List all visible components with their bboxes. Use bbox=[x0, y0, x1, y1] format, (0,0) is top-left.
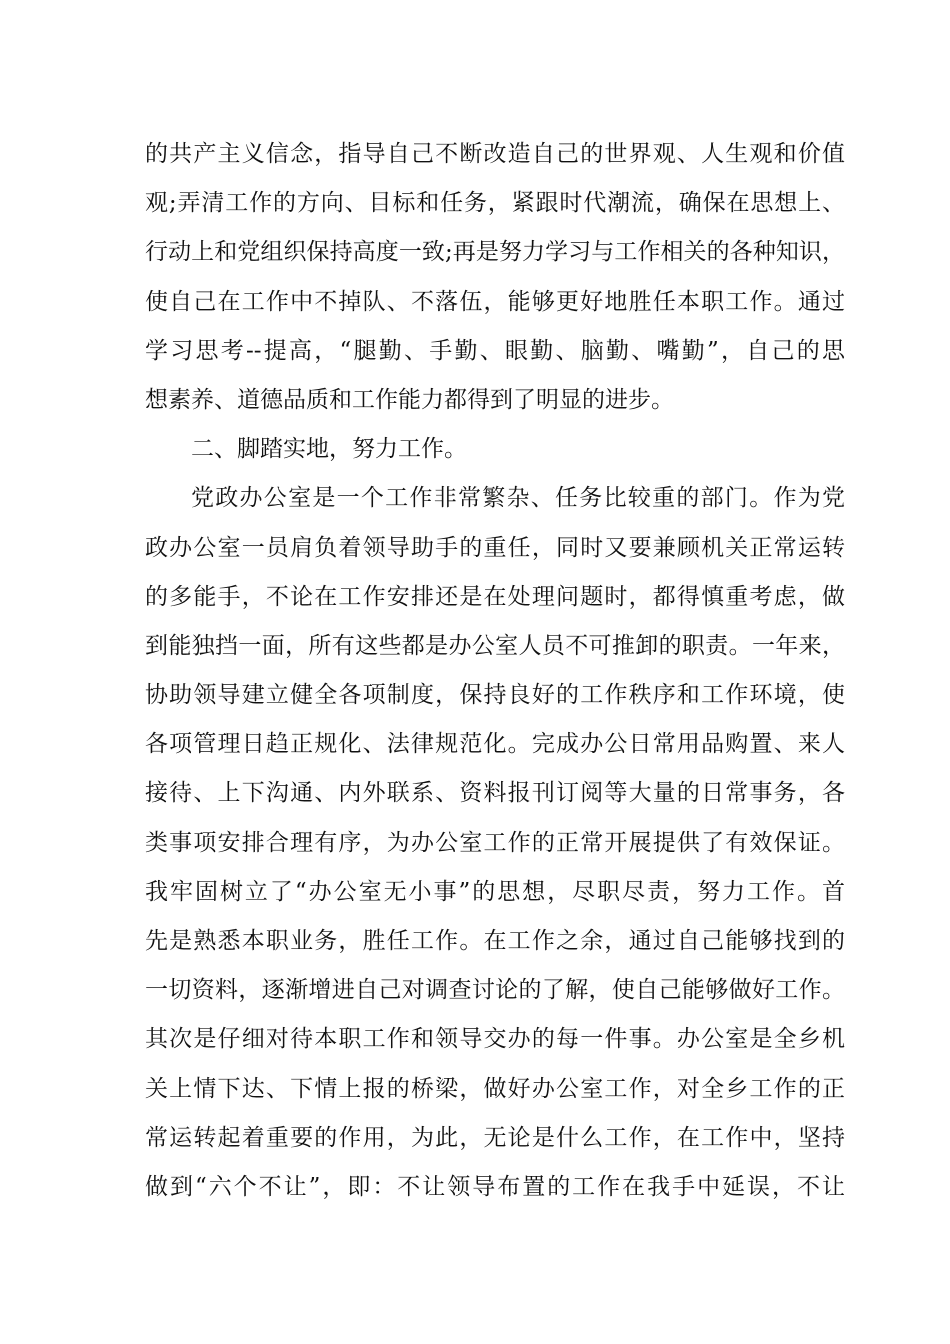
text-line: 到能独挡一面，所有这些都是办公室人员不可推卸的职责。一年来， bbox=[145, 632, 845, 659]
text-line: 观;弄清工作的方向、目标和任务，紧跟时代潮流，确保在思想上、 bbox=[145, 190, 845, 217]
text-line: 先是熟悉本职业务，胜任工作。在工作之余，通过自己能够找到的 bbox=[145, 928, 845, 954]
body-text bbox=[145, 130, 845, 1212]
text-line: 党政办公室是一个工作非常繁杂、任务比较重的部门。作为党 bbox=[191, 485, 845, 512]
text-line: 想素养、道德品质和工作能力都得到了明显的进步。 bbox=[145, 386, 674, 413]
text-line: 的多能手，不论在工作安排还是在处理问题时，都得慎重考虑，做 bbox=[145, 583, 845, 610]
text-line: 类事项安排合理有序，为办公室工作的正常开展提供了有效保证。 bbox=[145, 829, 845, 856]
text-line: 政办公室一员肩负着领导助手的重任，同时又要兼顾机关正常运转 bbox=[145, 534, 845, 561]
text-line: 使自己在工作中不掉队、不落伍，能够更好地胜任本职工作。通过 bbox=[145, 288, 845, 315]
text-line: 我牢固树立了“办公室无小事”的思想，尽职尽责，努力工作。首 bbox=[145, 878, 845, 905]
text-line: 做到“六个不让”，即：不让领导布置的工作在我手中延误，不让 bbox=[145, 1173, 845, 1200]
text-line: 学习思考--提高，“腿勤、手勤、眼勤、脑勤、嘴勤”，自己的思 bbox=[145, 337, 845, 364]
text-line: 常运转起着重要的作用，为此，无论是什么工作，在工作中，坚持 bbox=[145, 1124, 845, 1151]
text-line: 二、脚踏实地，努力工作。 bbox=[191, 436, 467, 463]
text-line: 各项管理日趋正规化、法律规范化。完成办公日常用品购置、来人 bbox=[145, 731, 845, 758]
text-line: 一切资料，逐渐增进自己对调查讨论的了解，使自己能够做好工作。 bbox=[145, 977, 845, 1004]
text-line: 的共产主义信念，指导自己不断改造自己的世界观、人生观和价值 bbox=[145, 141, 845, 167]
text-line: 其次是仔细对待本职工作和领导交办的每一件事。办公室是全乡机 bbox=[145, 1026, 845, 1053]
text-line: 行动上和党组织保持高度一致;再是努力学习与工作相关的各种知识， bbox=[145, 239, 845, 266]
text-line: 协助领导建立健全各项制度，保持良好的工作秩序和工作环境，使 bbox=[145, 682, 845, 709]
text-line: 关上情下达、下情上报的桥梁，做好办公室工作，对全乡工作的正 bbox=[145, 1075, 845, 1102]
text-line: 接待、上下沟通、内外联系、资料报刊订阅等大量的日常事务，各 bbox=[145, 780, 845, 807]
